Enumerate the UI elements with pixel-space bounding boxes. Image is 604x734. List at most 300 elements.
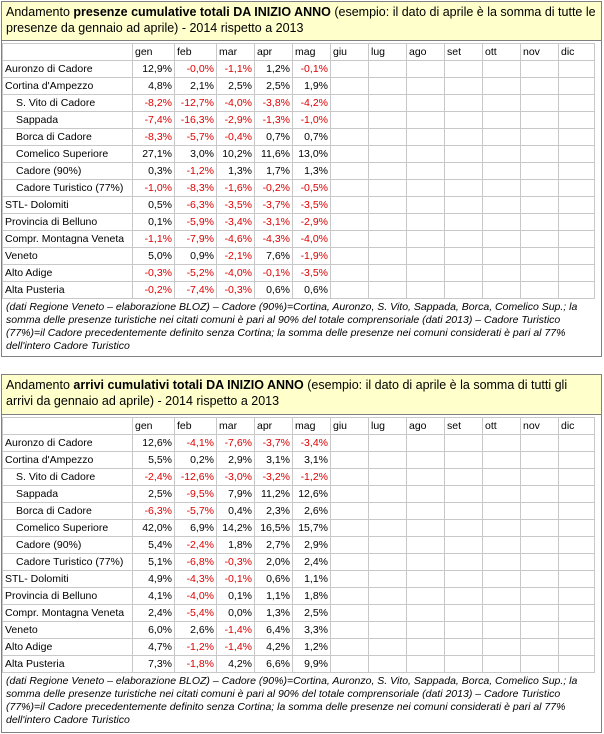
empty-cell	[407, 112, 445, 129]
value-cell: 5,0%	[133, 248, 175, 265]
arrivi-table	[2, 417, 595, 673]
empty-cell	[445, 146, 483, 163]
corner-cell	[3, 418, 133, 435]
empty-cell	[483, 503, 521, 520]
row-label: Cadore Turistico (77%)	[3, 554, 133, 571]
empty-cell	[445, 197, 483, 214]
value-cell: 2,9%	[217, 452, 255, 469]
value-cell: -5,4%	[175, 605, 217, 622]
value-cell: 0,7%	[293, 129, 331, 146]
row-label: Compr. Montagna Veneta	[3, 231, 133, 248]
value-cell: -0,2%	[133, 282, 175, 299]
month-header: giu	[331, 418, 369, 435]
row-label: Alta Pusteria	[3, 656, 133, 673]
value-cell: 1,8%	[293, 588, 331, 605]
value-cell: -0,3%	[133, 265, 175, 282]
empty-cell	[483, 61, 521, 78]
empty-cell	[369, 435, 407, 452]
empty-cell	[331, 231, 369, 248]
empty-cell	[331, 163, 369, 180]
empty-cell	[521, 639, 559, 656]
empty-cell	[559, 112, 595, 129]
empty-cell	[407, 656, 445, 673]
value-cell: 1,2%	[293, 639, 331, 656]
month-header: ott	[483, 418, 521, 435]
value-cell: 13,0%	[293, 146, 331, 163]
value-cell: -1,9%	[293, 248, 331, 265]
row-label: STL- Dolomiti	[3, 197, 133, 214]
empty-cell	[445, 180, 483, 197]
empty-cell	[407, 129, 445, 146]
empty-cell	[559, 180, 595, 197]
row-label: Veneto	[3, 248, 133, 265]
empty-cell	[445, 95, 483, 112]
empty-cell	[445, 520, 483, 537]
row-label: Cadore (90%)	[3, 163, 133, 180]
value-cell: 7,6%	[255, 248, 293, 265]
empty-cell	[369, 452, 407, 469]
empty-cell	[407, 214, 445, 231]
table-row	[3, 146, 595, 163]
table-row	[3, 129, 595, 146]
value-cell: 1,1%	[255, 588, 293, 605]
value-cell: 1,3%	[293, 163, 331, 180]
value-cell: 1,3%	[217, 163, 255, 180]
value-cell: -3,7%	[255, 435, 293, 452]
value-cell: -8,3%	[175, 180, 217, 197]
table-row	[3, 61, 595, 78]
month-header: ott	[483, 44, 521, 61]
value-cell: 0,7%	[255, 129, 293, 146]
empty-cell	[331, 180, 369, 197]
table-row	[3, 503, 595, 520]
empty-cell	[483, 588, 521, 605]
row-label: Cortina d'Ampezzo	[3, 78, 133, 95]
table-row	[3, 265, 595, 282]
value-cell: -6,3%	[133, 503, 175, 520]
empty-cell	[521, 554, 559, 571]
row-label: Alto Adige	[3, 639, 133, 656]
table-row	[3, 452, 595, 469]
empty-cell	[445, 265, 483, 282]
month-header: nov	[521, 44, 559, 61]
empty-cell	[483, 265, 521, 282]
empty-cell	[369, 571, 407, 588]
value-cell: -16,3%	[175, 112, 217, 129]
value-cell: -1,0%	[133, 180, 175, 197]
empty-cell	[559, 503, 595, 520]
empty-cell	[521, 61, 559, 78]
empty-cell	[407, 486, 445, 503]
empty-cell	[369, 197, 407, 214]
empty-cell	[521, 282, 559, 299]
value-cell: 0,3%	[133, 163, 175, 180]
empty-cell	[331, 656, 369, 673]
value-cell: -0,1%	[217, 571, 255, 588]
empty-cell	[331, 78, 369, 95]
empty-cell	[483, 452, 521, 469]
value-cell: 1,8%	[217, 537, 255, 554]
month-header: apr	[255, 418, 293, 435]
empty-cell	[521, 452, 559, 469]
row-label: Compr. Montagna Veneta	[3, 605, 133, 622]
month-header: gen	[133, 418, 175, 435]
empty-cell	[559, 214, 595, 231]
empty-cell	[331, 146, 369, 163]
value-cell: -3,5%	[217, 197, 255, 214]
empty-cell	[331, 129, 369, 146]
value-cell: -1,3%	[255, 112, 293, 129]
value-cell: -3,4%	[293, 435, 331, 452]
empty-cell	[445, 282, 483, 299]
empty-cell	[369, 146, 407, 163]
empty-cell	[483, 520, 521, 537]
empty-cell	[369, 129, 407, 146]
empty-cell	[559, 639, 595, 656]
value-cell: -6,8%	[175, 554, 217, 571]
month-header: ago	[407, 418, 445, 435]
table-row	[3, 469, 595, 486]
value-cell: -7,9%	[175, 231, 217, 248]
corner-cell	[3, 44, 133, 61]
empty-cell	[407, 282, 445, 299]
value-cell: 2,1%	[175, 78, 217, 95]
value-cell: 3,1%	[255, 452, 293, 469]
table-row	[3, 180, 595, 197]
row-label: Cortina d'Ampezzo	[3, 452, 133, 469]
value-cell: 2,4%	[133, 605, 175, 622]
empty-cell	[445, 486, 483, 503]
empty-cell	[483, 435, 521, 452]
empty-cell	[445, 622, 483, 639]
empty-cell	[331, 588, 369, 605]
value-cell: 1,7%	[255, 163, 293, 180]
empty-cell	[559, 282, 595, 299]
empty-cell	[521, 180, 559, 197]
empty-cell	[445, 163, 483, 180]
value-cell: 14,2%	[217, 520, 255, 537]
empty-cell	[445, 656, 483, 673]
value-cell: 5,4%	[133, 537, 175, 554]
value-cell: 16,5%	[255, 520, 293, 537]
empty-cell	[369, 520, 407, 537]
empty-cell	[521, 95, 559, 112]
empty-cell	[369, 486, 407, 503]
empty-cell	[483, 248, 521, 265]
value-cell: -3,5%	[293, 197, 331, 214]
value-cell: -1,0%	[293, 112, 331, 129]
empty-cell	[521, 435, 559, 452]
value-cell: -9,5%	[175, 486, 217, 503]
value-cell: -5,9%	[175, 214, 217, 231]
value-cell: 5,1%	[133, 554, 175, 571]
row-label: Sappada	[3, 486, 133, 503]
value-cell: 5,5%	[133, 452, 175, 469]
row-label: Cadore Turistico (77%)	[3, 180, 133, 197]
empty-cell	[369, 248, 407, 265]
row-label: S. Vito di Cadore	[3, 95, 133, 112]
value-cell: 9,9%	[293, 656, 331, 673]
empty-cell	[369, 639, 407, 656]
empty-cell	[407, 180, 445, 197]
empty-cell	[483, 180, 521, 197]
value-cell: 12,9%	[133, 61, 175, 78]
empty-cell	[521, 197, 559, 214]
row-label: Comelico Superiore	[3, 520, 133, 537]
table-row	[3, 435, 595, 452]
empty-cell	[521, 248, 559, 265]
empty-cell	[521, 78, 559, 95]
value-cell: -12,7%	[175, 95, 217, 112]
empty-cell	[331, 503, 369, 520]
empty-cell	[331, 282, 369, 299]
empty-cell	[407, 520, 445, 537]
empty-cell	[407, 61, 445, 78]
table-row	[3, 537, 595, 554]
empty-cell	[559, 622, 595, 639]
table-row	[3, 248, 595, 265]
empty-cell	[407, 503, 445, 520]
month-header: mar	[217, 44, 255, 61]
value-cell: 6,9%	[175, 520, 217, 537]
value-cell: 3,0%	[175, 146, 217, 163]
value-cell: 4,7%	[133, 639, 175, 656]
empty-cell	[407, 146, 445, 163]
empty-cell	[369, 95, 407, 112]
value-cell: -6,3%	[175, 197, 217, 214]
empty-cell	[445, 452, 483, 469]
table-row	[3, 639, 595, 656]
value-cell: -0,5%	[293, 180, 331, 197]
table-row	[3, 520, 595, 537]
empty-cell	[407, 622, 445, 639]
empty-cell	[445, 537, 483, 554]
value-cell: 1,9%	[293, 78, 331, 95]
value-cell: 0,2%	[175, 452, 217, 469]
value-cell: -12,6%	[175, 469, 217, 486]
value-cell: -7,4%	[133, 112, 175, 129]
presenze-panel	[1, 1, 602, 357]
value-cell: -8,2%	[133, 95, 175, 112]
empty-cell	[559, 520, 595, 537]
empty-cell	[369, 112, 407, 129]
empty-cell	[559, 146, 595, 163]
empty-cell	[559, 554, 595, 571]
empty-cell	[331, 622, 369, 639]
empty-cell	[331, 571, 369, 588]
value-cell: -2,9%	[217, 112, 255, 129]
empty-cell	[407, 231, 445, 248]
empty-cell	[331, 554, 369, 571]
value-cell: 12,6%	[293, 486, 331, 503]
empty-cell	[369, 537, 407, 554]
empty-cell	[331, 452, 369, 469]
value-cell: 4,9%	[133, 571, 175, 588]
value-cell: 2,7%	[255, 537, 293, 554]
row-label: Veneto	[3, 622, 133, 639]
table-row	[3, 214, 595, 231]
value-cell: -7,6%	[217, 435, 255, 452]
empty-cell	[559, 163, 595, 180]
value-cell: 3,1%	[293, 452, 331, 469]
value-cell: 2,0%	[255, 554, 293, 571]
empty-cell	[521, 265, 559, 282]
empty-cell	[331, 469, 369, 486]
row-label: Provincia di Belluno	[3, 214, 133, 231]
value-cell: 10,2%	[217, 146, 255, 163]
empty-cell	[483, 214, 521, 231]
empty-cell	[483, 231, 521, 248]
table-row	[3, 571, 595, 588]
empty-cell	[445, 248, 483, 265]
month-header: mar	[217, 418, 255, 435]
empty-cell	[445, 435, 483, 452]
row-label: Cadore (90%)	[3, 537, 133, 554]
table-row	[3, 197, 595, 214]
empty-cell	[559, 571, 595, 588]
table-row	[3, 95, 595, 112]
empty-cell	[559, 452, 595, 469]
value-cell: 4,2%	[255, 639, 293, 656]
value-cell: 0,6%	[293, 282, 331, 299]
empty-cell	[521, 605, 559, 622]
empty-cell	[369, 265, 407, 282]
empty-cell	[331, 435, 369, 452]
value-cell: 3,3%	[293, 622, 331, 639]
empty-cell	[521, 656, 559, 673]
arrivi-panel	[1, 374, 602, 733]
empty-cell	[407, 163, 445, 180]
empty-cell	[483, 656, 521, 673]
empty-cell	[445, 61, 483, 78]
value-cell: -4,0%	[217, 265, 255, 282]
value-cell: 11,2%	[255, 486, 293, 503]
month-header: lug	[369, 418, 407, 435]
table-row	[3, 656, 595, 673]
empty-cell	[369, 554, 407, 571]
value-cell: -0,1%	[255, 265, 293, 282]
value-cell: 1,3%	[255, 605, 293, 622]
empty-cell	[521, 503, 559, 520]
empty-cell	[483, 605, 521, 622]
empty-cell	[369, 163, 407, 180]
value-cell: -0,3%	[217, 554, 255, 571]
empty-cell	[331, 61, 369, 78]
empty-cell	[483, 78, 521, 95]
empty-cell	[331, 112, 369, 129]
empty-cell	[483, 129, 521, 146]
value-cell: -4,3%	[255, 231, 293, 248]
empty-cell	[521, 129, 559, 146]
value-cell: 0,1%	[217, 588, 255, 605]
value-cell: -0,3%	[217, 282, 255, 299]
empty-cell	[445, 214, 483, 231]
empty-cell	[407, 554, 445, 571]
empty-cell	[445, 639, 483, 656]
value-cell: -3,5%	[293, 265, 331, 282]
value-cell: -3,7%	[255, 197, 293, 214]
empty-cell	[407, 452, 445, 469]
table-row	[3, 112, 595, 129]
empty-cell	[445, 78, 483, 95]
value-cell: 0,5%	[133, 197, 175, 214]
empty-cell	[369, 282, 407, 299]
empty-cell	[521, 112, 559, 129]
table-row	[3, 622, 595, 639]
value-cell: 0,6%	[255, 282, 293, 299]
row-label: Borca di Cadore	[3, 503, 133, 520]
empty-cell	[369, 656, 407, 673]
value-cell: -2,9%	[293, 214, 331, 231]
empty-cell	[483, 571, 521, 588]
value-cell: -1,8%	[175, 656, 217, 673]
value-cell: -2,4%	[133, 469, 175, 486]
value-cell: -3,4%	[217, 214, 255, 231]
row-label: Auronzo di Cadore	[3, 61, 133, 78]
empty-cell	[483, 639, 521, 656]
value-cell: -3,0%	[217, 469, 255, 486]
table-row	[3, 554, 595, 571]
row-label: Comelico Superiore	[3, 146, 133, 163]
empty-cell	[331, 537, 369, 554]
empty-cell	[521, 231, 559, 248]
row-label: Alto Adige	[3, 265, 133, 282]
table-row	[3, 605, 595, 622]
panel-title: Andamento presenze cumulative totali DA INIZIO ANNO (esempio: il dato di aprile è la somma di tutte le presenze da gennaio ad aprile) - 2014 rispetto a 2013	[2, 2, 601, 41]
empty-cell	[369, 78, 407, 95]
table-row	[3, 231, 595, 248]
header-row	[3, 418, 595, 435]
empty-cell	[407, 588, 445, 605]
value-cell: -0,4%	[217, 129, 255, 146]
value-cell: -0,0%	[175, 61, 217, 78]
empty-cell	[445, 231, 483, 248]
empty-cell	[521, 588, 559, 605]
value-cell: -5,7%	[175, 129, 217, 146]
row-label: Alta Pusteria	[3, 282, 133, 299]
empty-cell	[559, 486, 595, 503]
month-header: gen	[133, 44, 175, 61]
empty-cell	[369, 231, 407, 248]
value-cell: 4,8%	[133, 78, 175, 95]
empty-cell	[483, 146, 521, 163]
empty-cell	[559, 605, 595, 622]
empty-cell	[483, 537, 521, 554]
empty-cell	[369, 61, 407, 78]
month-header: dic	[559, 418, 595, 435]
empty-cell	[521, 163, 559, 180]
empty-cell	[445, 571, 483, 588]
value-cell: 6,0%	[133, 622, 175, 639]
month-header: set	[445, 44, 483, 61]
empty-cell	[445, 605, 483, 622]
empty-cell	[331, 639, 369, 656]
empty-cell	[407, 197, 445, 214]
empty-cell	[483, 163, 521, 180]
value-cell: 12,6%	[133, 435, 175, 452]
footnote: (dati Regione Veneto – elaborazione BLOZ) – Cadore (90%)=Cortina, Auronzo, S. Vito, Sappada, Borca, Comelico Sup.; la somma delle presenze turistiche nei citati comuni è pari al 90% del totale comprensoriale (dati 2013) – Cadore Turistico (77%)=il Cadore precedentemente definito senza Cortina; la somma delle presenze nei comuni considerati è pari al 77% dell'intero Cadore Turistico	[6, 675, 578, 726]
empty-cell	[521, 622, 559, 639]
row-label: Sappada	[3, 112, 133, 129]
value-cell: 0,6%	[255, 571, 293, 588]
value-cell: -0,1%	[293, 61, 331, 78]
value-cell: 0,0%	[217, 605, 255, 622]
value-cell: 2,5%	[255, 78, 293, 95]
value-cell: -4,3%	[175, 571, 217, 588]
empty-cell	[369, 503, 407, 520]
value-cell: -1,1%	[133, 231, 175, 248]
empty-cell	[559, 265, 595, 282]
